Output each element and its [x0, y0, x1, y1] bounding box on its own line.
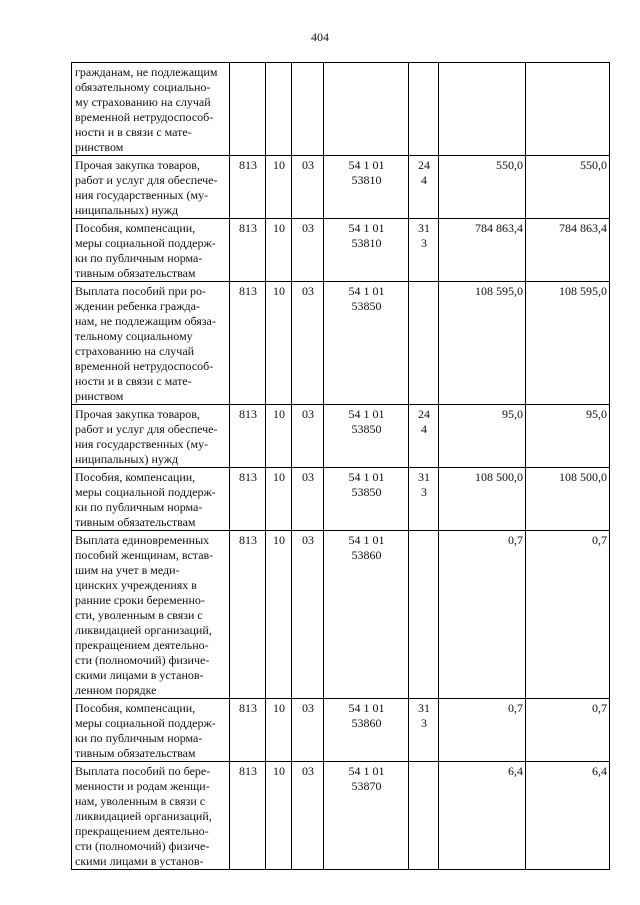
expense-name-line: прекращением деятельно- [75, 824, 209, 838]
expense-name-line: Выплата единовременных [75, 533, 210, 547]
target-article-line: 53860 [351, 716, 382, 730]
subsection-code-cell: 03 [292, 699, 324, 762]
expense-type-line: 31 [418, 221, 430, 235]
expense-name-line: ности и в связи с мате- [75, 125, 192, 139]
expense-name-line: ки по публичным норма- [75, 731, 203, 745]
target-article-line: 54 1 01 [348, 407, 385, 421]
expense-name-line: меры социальной поддерж- [75, 236, 216, 250]
amount-total-cell: 6,4 [526, 762, 610, 870]
section-code-cell: 10 [266, 156, 292, 219]
target-article-line: 54 1 01 [348, 284, 385, 298]
expense-type-cell [409, 63, 439, 156]
expense-name-line: обязательному социально- [75, 80, 211, 94]
ministry-code-cell: 813 [230, 699, 266, 762]
amount-cell: 0,7 [439, 699, 526, 762]
expense-type-line: 4 [421, 422, 427, 436]
expense-name-line: прекращением деятельно- [75, 638, 209, 652]
target-article-cell [324, 405, 409, 468]
amount-cell: 95,0 [439, 405, 526, 468]
expense-name-line: работ и услуг для обеспече- [75, 422, 218, 436]
target-article-cell [324, 156, 409, 219]
expense-name-line: меры социальной поддерж- [75, 485, 216, 499]
expense-name-cell [72, 762, 230, 870]
target-article-cell [324, 468, 409, 531]
subsection-code-cell: 03 [292, 156, 324, 219]
expense-name-line: Прочая закупка товаров, [75, 407, 200, 421]
table-row [72, 156, 610, 219]
expense-name-cell [72, 63, 230, 156]
amount-total-cell: 0,7 [526, 699, 610, 762]
expense-type-cell [409, 699, 439, 762]
expense-name-line: ранние сроки беременно- [75, 593, 205, 607]
expense-name-line: ждении ребенка гражда- [75, 299, 200, 313]
table-row [72, 762, 610, 870]
amount-cell: 6,4 [439, 762, 526, 870]
target-article-line: 53850 [351, 485, 382, 499]
expense-name-line: страхованию на случай [75, 344, 195, 358]
expense-name-cell [72, 468, 230, 531]
budget-table [71, 62, 610, 870]
subsection-code-cell: 03 [292, 531, 324, 699]
ministry-code-cell [230, 63, 266, 156]
expense-name-line: временной нетрудоспособ- [75, 359, 214, 373]
expense-name-line: ки по публичным норма- [75, 251, 203, 265]
expense-name-cell [72, 219, 230, 282]
expense-name-line: меры социальной поддерж- [75, 716, 216, 730]
amount-cell: 550,0 [439, 156, 526, 219]
expense-name-line: ликвидацией организаций, [75, 809, 212, 823]
expense-type-cell [409, 156, 439, 219]
section-code-cell: 10 [266, 468, 292, 531]
expense-type-line: 31 [418, 470, 430, 484]
amount-total-cell: 95,0 [526, 405, 610, 468]
target-article-cell [324, 699, 409, 762]
expense-type-line: 31 [418, 701, 430, 715]
page-number: 404 [311, 30, 329, 44]
expense-name-cell [72, 282, 230, 405]
expense-type-cell [409, 219, 439, 282]
expense-name-line: Прочая закупка товаров, [75, 158, 200, 172]
expense-name-line: ленном порядке [75, 683, 157, 697]
expense-type-cell [409, 405, 439, 468]
expense-name-line: скими лицами в установ- [75, 854, 204, 868]
target-article-cell [324, 531, 409, 699]
amount-cell: 784 863,4 [439, 219, 526, 282]
expense-name-line: работ и услуг для обеспече- [75, 173, 218, 187]
section-code-cell: 10 [266, 282, 292, 405]
target-article-line: 53810 [351, 173, 382, 187]
expense-type-cell [409, 282, 439, 405]
expense-name-line: ринством [75, 140, 124, 154]
amount-total-cell: 108 595,0 [526, 282, 610, 405]
section-code-cell: 10 [266, 762, 292, 870]
table-row [72, 63, 610, 156]
amount-cell: 108 500,0 [439, 468, 526, 531]
amount-cell [439, 63, 526, 156]
expense-name-line: цинских учреждениях в [75, 578, 197, 592]
expense-name-line: ликвидацией организаций, [75, 623, 212, 637]
expense-name-cell [72, 699, 230, 762]
ministry-code-cell: 813 [230, 219, 266, 282]
ministry-code-cell: 813 [230, 282, 266, 405]
target-article-line: 53850 [351, 422, 382, 436]
table-row [72, 282, 610, 405]
expense-name-line: тивным обязательствам [75, 266, 196, 280]
expense-name-cell [72, 405, 230, 468]
expense-name-line: шим на учет в меди- [75, 563, 180, 577]
table-row [72, 219, 610, 282]
target-article-line: 54 1 01 [348, 533, 385, 547]
expense-name-line: нам, уволенным в связи с [75, 794, 206, 808]
expense-type-line: 3 [421, 236, 427, 250]
expense-name-line: менности и родам женщи- [75, 779, 210, 793]
expense-name-line: тивным обязательствам [75, 746, 196, 760]
expense-name-line: ниципальных) нужд [75, 203, 179, 217]
expense-name-line: ринством [75, 389, 124, 403]
expense-name-cell [72, 156, 230, 219]
table-row [72, 699, 610, 762]
expense-name-line: Выплата пособий при ро- [75, 284, 207, 298]
expense-name-line: Пособия, компенсации, [75, 701, 196, 715]
target-article-cell [324, 282, 409, 405]
ministry-code-cell: 813 [230, 531, 266, 699]
expense-name-line: тельному социальному [75, 329, 193, 343]
amount-total-cell: 0,7 [526, 531, 610, 699]
expense-name-line: сти, уволенным в связи с [75, 608, 203, 622]
expense-type-line: 3 [421, 716, 427, 730]
amount-total-cell: 108 500,0 [526, 468, 610, 531]
expense-type-line: 24 [418, 158, 430, 172]
ministry-code-cell: 813 [230, 156, 266, 219]
expense-name-line: му страхованию на случай [75, 95, 211, 109]
section-code-cell: 10 [266, 219, 292, 282]
ministry-code-cell: 813 [230, 468, 266, 531]
expense-name-line: Пособия, компенсации, [75, 470, 196, 484]
section-code-cell [266, 63, 292, 156]
table-row [72, 405, 610, 468]
target-article-line: 53860 [351, 548, 382, 562]
section-code-cell: 10 [266, 699, 292, 762]
ministry-code-cell: 813 [230, 405, 266, 468]
expense-name-line: скими лицами в установ- [75, 668, 204, 682]
expense-name-cell [72, 531, 230, 699]
target-article-line: 53870 [351, 779, 382, 793]
expense-name-line: сти (полномочий) физиче- [75, 653, 210, 667]
subsection-code-cell [292, 63, 324, 156]
target-article-line: 54 1 01 [348, 221, 385, 235]
expense-name-line: временной нетрудоспособ- [75, 110, 214, 124]
expense-name-line: ности и в связи с мате- [75, 374, 192, 388]
expense-type-line: 24 [418, 407, 430, 421]
expense-type-cell [409, 468, 439, 531]
expense-type-cell [409, 762, 439, 870]
expense-name-line: сти (полномочий) физиче- [75, 839, 210, 853]
section-code-cell: 10 [266, 405, 292, 468]
target-article-cell [324, 762, 409, 870]
expense-type-line: 4 [421, 173, 427, 187]
target-article-line: 54 1 01 [348, 158, 385, 172]
expense-name-line: гражданам, не подлежащим [75, 65, 218, 79]
amount-cell: 108 595,0 [439, 282, 526, 405]
target-article-cell [324, 219, 409, 282]
target-article-line: 53810 [351, 236, 382, 250]
target-article-cell [324, 63, 409, 156]
target-article-line: 54 1 01 [348, 470, 385, 484]
expense-name-line: ниципальных) нужд [75, 452, 179, 466]
expense-name-line: ния государственных (му- [75, 437, 209, 451]
target-article-line: 54 1 01 [348, 764, 385, 778]
target-article-line: 54 1 01 [348, 701, 385, 715]
subsection-code-cell: 03 [292, 219, 324, 282]
amount-total-cell: 784 863,4 [526, 219, 610, 282]
section-code-cell: 10 [266, 531, 292, 699]
table-row [72, 531, 610, 699]
amount-total-cell: 550,0 [526, 156, 610, 219]
amount-total-cell [526, 63, 610, 156]
ministry-code-cell: 813 [230, 762, 266, 870]
subsection-code-cell: 03 [292, 282, 324, 405]
subsection-code-cell: 03 [292, 468, 324, 531]
expense-name-line: ки по публичным норма- [75, 500, 203, 514]
expense-name-line: пособий женщинам, встав- [75, 548, 214, 562]
expense-name-line: Пособия, компенсации, [75, 221, 196, 235]
expense-name-line: ния государственных (му- [75, 188, 209, 202]
table-row [72, 468, 610, 531]
amount-cell: 0,7 [439, 531, 526, 699]
expense-name-line: Выплата пособий по бере- [75, 764, 211, 778]
target-article-line: 53850 [351, 299, 382, 313]
expense-name-line: тивным обязательствам [75, 515, 196, 529]
expense-name-line: нам, не подлежащим обяза- [75, 314, 216, 328]
expense-type-line: 3 [421, 485, 427, 499]
expense-type-cell [409, 531, 439, 699]
subsection-code-cell: 03 [292, 762, 324, 870]
subsection-code-cell: 03 [292, 405, 324, 468]
